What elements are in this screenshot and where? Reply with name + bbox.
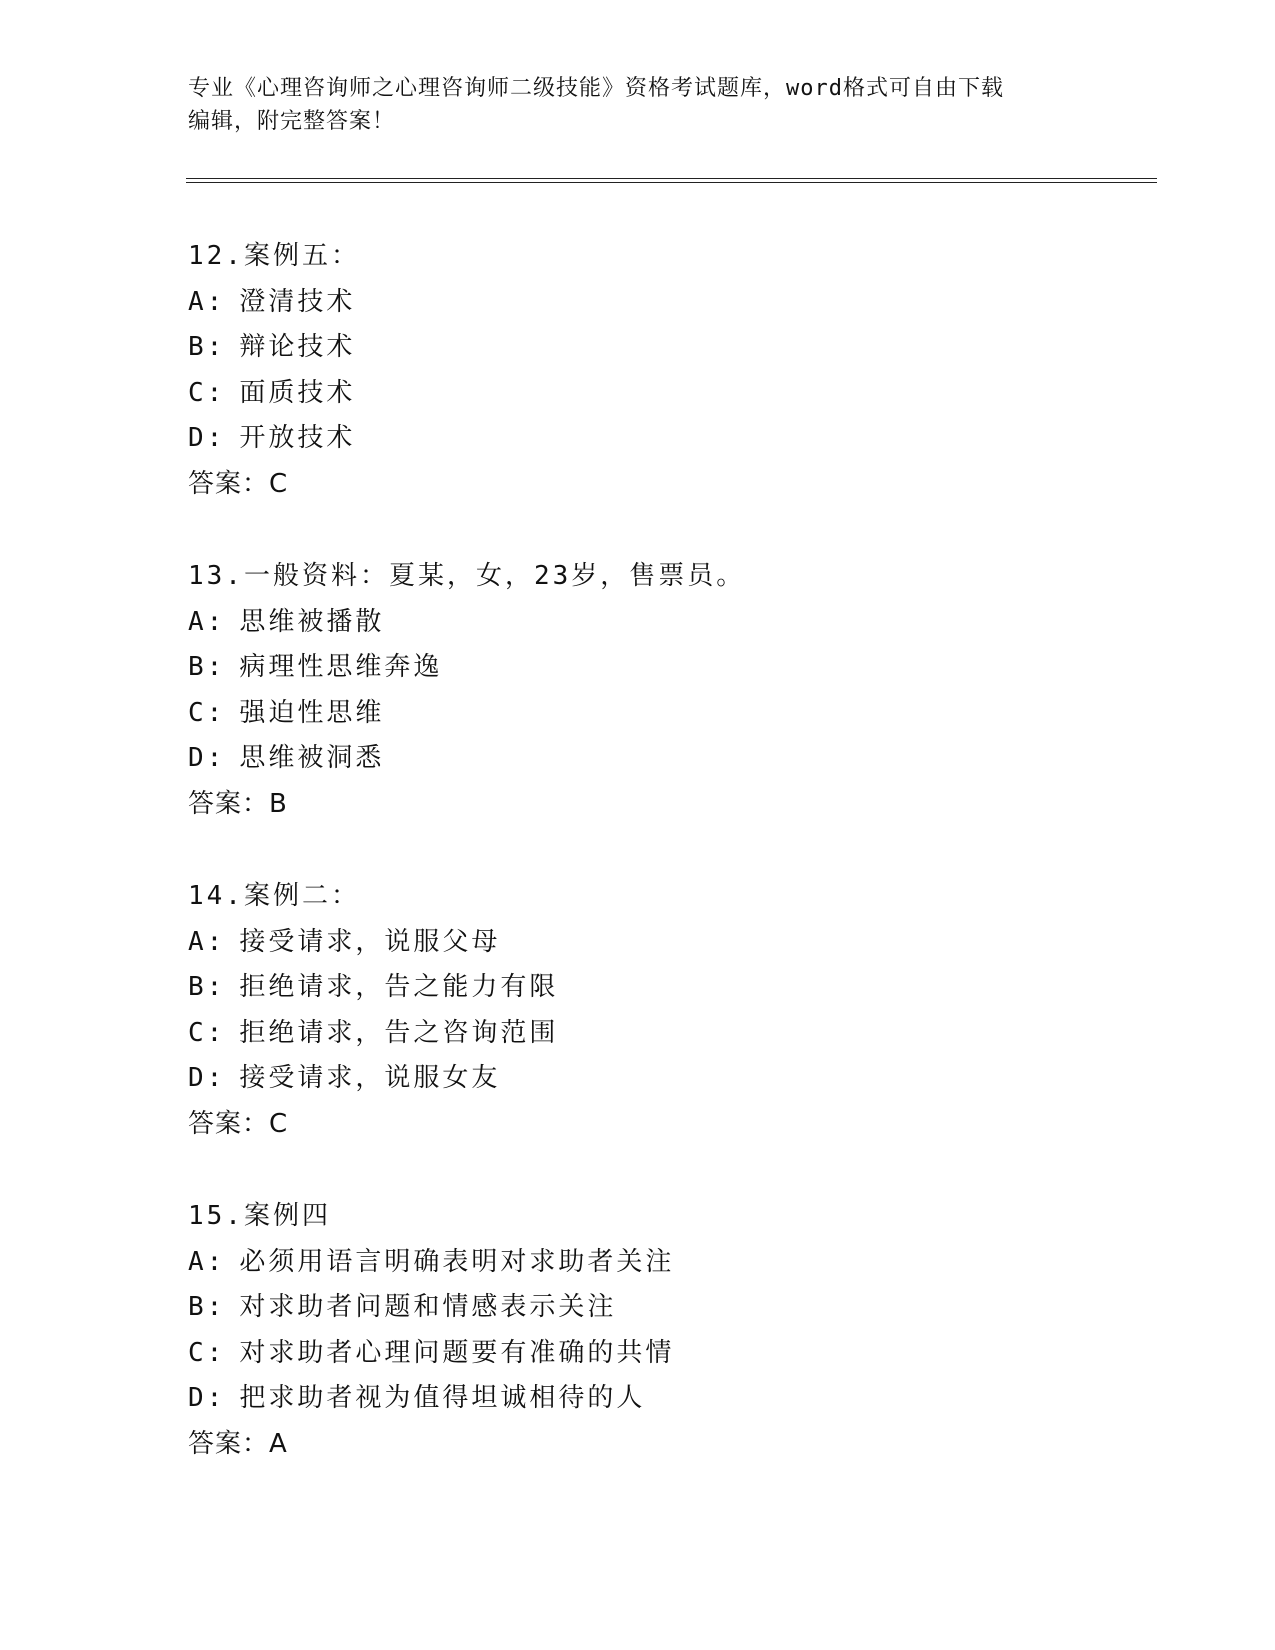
option-d xyxy=(188,416,1148,462)
option-key: D: xyxy=(188,1383,226,1414)
option-text: 开放技术 xyxy=(239,423,356,454)
option-key: B: xyxy=(188,652,226,683)
question-15 xyxy=(188,1194,1148,1514)
option-key: A: xyxy=(188,286,226,317)
option-text: 必须用语言明确表明对求助者关注 xyxy=(239,1246,675,1277)
option-d xyxy=(188,736,1148,782)
option-text: 思维被播散 xyxy=(239,606,385,637)
question-title: 14.案例二： xyxy=(188,881,360,911)
header-divider xyxy=(186,178,1157,183)
question-13 xyxy=(188,554,1148,874)
option-key: A: xyxy=(188,1246,226,1277)
question-12 xyxy=(188,234,1148,554)
answer-line: 答案：C xyxy=(188,1108,289,1139)
option-b xyxy=(188,645,1148,691)
question-title: 13.一般资料：夏某，女，23岁，售票员。 xyxy=(188,561,746,591)
option-text: 把求助者视为值得坦诚相待的人 xyxy=(239,1383,646,1414)
option-text: 拒绝请求，告之能力有限 xyxy=(239,972,559,1003)
option-key: D: xyxy=(188,743,226,774)
option-key: B: xyxy=(188,1292,226,1323)
option-a xyxy=(188,1240,1148,1286)
option-text: 接受请求，说服女友 xyxy=(239,1063,501,1094)
option-c xyxy=(188,1331,1148,1377)
option-a xyxy=(188,600,1148,646)
option-text: 接受请求，说服父母 xyxy=(239,926,501,957)
option-text: 对求助者心理问题要有准确的共情 xyxy=(239,1337,675,1368)
answer-line: 答案：A xyxy=(188,1428,288,1459)
document-header xyxy=(188,72,1088,138)
option-text: 病理性思维奔逸 xyxy=(239,652,443,683)
option-key: B: xyxy=(188,332,226,363)
question-list xyxy=(188,234,1148,1514)
option-key: D: xyxy=(188,423,226,454)
header-line-2: 编辑，附完整答案！ xyxy=(188,109,396,134)
option-c xyxy=(188,1011,1148,1057)
header-line-1: 专业《心理咨询师之心理咨询师二级技能》资格考试题库，word格式可自由下载 xyxy=(188,76,1004,101)
option-key: C: xyxy=(188,697,226,728)
option-b xyxy=(188,1285,1148,1331)
option-text: 对求助者问题和情感表示关注 xyxy=(239,1292,617,1323)
option-text: 拒绝请求，告之咨询范围 xyxy=(239,1017,559,1048)
answer-line: 答案：B xyxy=(188,788,288,819)
question-14 xyxy=(188,874,1148,1194)
option-b xyxy=(188,965,1148,1011)
option-text: 强迫性思维 xyxy=(239,697,385,728)
option-key: B: xyxy=(188,972,226,1003)
option-key: C: xyxy=(188,377,226,408)
option-d xyxy=(188,1376,1148,1422)
option-d xyxy=(188,1056,1148,1102)
option-a xyxy=(188,280,1148,326)
option-key: C: xyxy=(188,1337,226,1368)
option-a xyxy=(188,920,1148,966)
option-key: A: xyxy=(188,606,226,637)
option-text: 思维被洞悉 xyxy=(239,743,385,774)
option-c xyxy=(188,691,1148,737)
answer-line: 答案：C xyxy=(188,468,289,499)
option-key: A: xyxy=(188,926,226,957)
question-title: 15.案例四 xyxy=(188,1201,331,1231)
option-text: 辩论技术 xyxy=(239,332,356,363)
option-text: 面质技术 xyxy=(239,377,356,408)
option-key: C: xyxy=(188,1017,226,1048)
option-b xyxy=(188,325,1148,371)
question-title: 12.案例五： xyxy=(188,241,360,271)
option-text: 澄清技术 xyxy=(239,286,356,317)
option-key: D: xyxy=(188,1063,226,1094)
option-c xyxy=(188,371,1148,417)
